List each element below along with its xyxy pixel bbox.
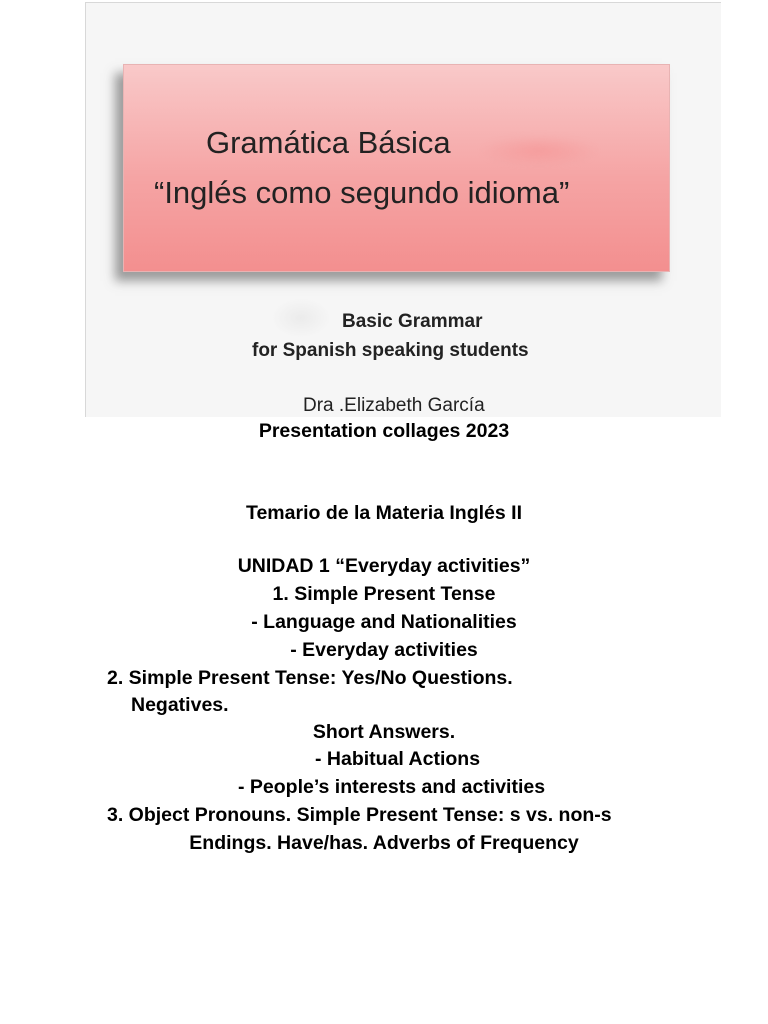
syllabus-line: - Habitual Actions [315, 748, 481, 770]
syllabus-line: Endings. Have/has. Adverbs of Frequency [189, 832, 579, 854]
syllabus-title: Temario de la Materia Inglés II [246, 502, 522, 524]
syllabus-line: - Everyday activities [290, 639, 478, 661]
blurred-region-2 [271, 298, 331, 338]
slide-title-line1: Gramática Básica [206, 125, 451, 160]
syllabus-line: 1. Simple Present Tense [272, 583, 496, 605]
slide-author: Dra .Elizabeth García [303, 395, 485, 416]
title-slide-image [85, 2, 721, 417]
slide-title-line2: “Inglés como segundo idioma” [154, 175, 570, 210]
syllabus-line: Negatives. [131, 694, 229, 716]
syllabus-line: Short Answers. [312, 721, 456, 743]
blurred-region [479, 135, 599, 167]
syllabus-line: - Language and Nationalities [251, 611, 517, 633]
slide-subtitle-line2: for Spanish speaking students [252, 340, 529, 361]
title-box [123, 64, 670, 272]
document-heading: Presentation collages 2023 [258, 420, 510, 442]
syllabus-line: 3. Object Pronouns. Simple Present Tense: s vs. non-s [107, 804, 612, 826]
syllabus-line: - People’s interests and activities [238, 776, 546, 798]
slide-subtitle-line1: Basic Grammar [342, 311, 483, 332]
unit-title: UNIDAD 1 “Everyday activities” [237, 555, 531, 577]
syllabus-line: 2. Simple Present Tense: Yes/No Questions. [107, 667, 513, 689]
